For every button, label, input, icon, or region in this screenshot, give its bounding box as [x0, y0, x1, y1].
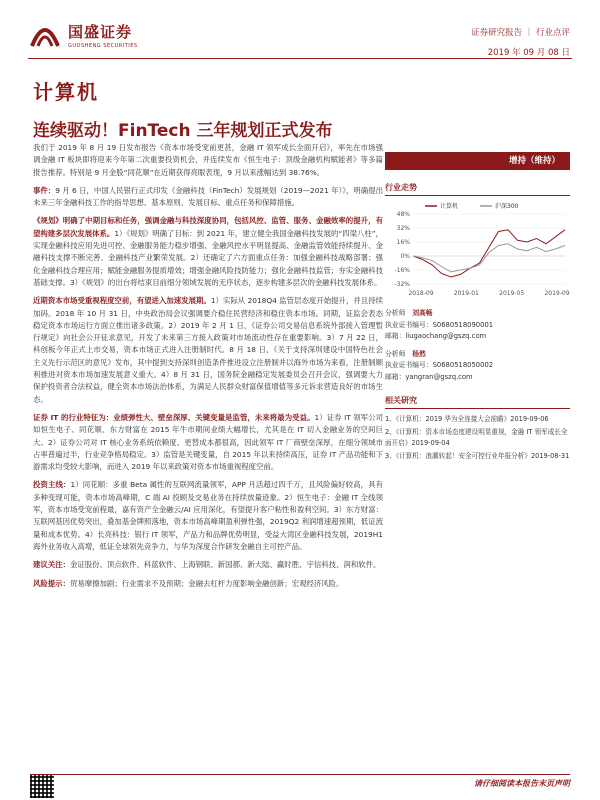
header-divider: [28, 58, 572, 59]
paragraph: 投资主线：1）同花顺：多重 Beta 属性的互联网流量领军，APP 月活超过四千万，且风险偏好较高，具有多种变现可能，资本市场高峰期，C 端 AI 投顾及交易业务在持续放量迹象。2）恒生电子：金融 IT 全线领军，资本市场受宠前程最，嘉有资产全金融云/AI 应用深化，有望提升客户粘性和盈利空间。3）东方财富：互联网基因优势突出，叠加基金牌照落地，资本市场高峰期盈利弹性强，2019Q2 利润增速超预期，低证流量和成本优势。4）长亮科技：银行 IT 领军，产品力和品牌优势明显，受益大湾区金融科技发展，2019H1 海外业务收入高增，低证全球领先竞争力，与华为深度合作研发金融自主可控产品。: [33, 480, 383, 551]
trend-chart-svg: [385, 200, 570, 300]
logo-en: GUOSHENG SECURITIES: [68, 43, 138, 49]
legend-label: 计算机: [440, 203, 459, 210]
y-tick-label: 0%: [400, 253, 410, 260]
y-tick-label: 32%: [396, 225, 410, 232]
footer-disclaimer: 请仔细阅读本报告末页声明: [474, 779, 570, 788]
rating-badge: 增持（维持）: [385, 152, 570, 170]
industry-title: 计算机: [33, 80, 99, 104]
related-item[interactable]: 2、《计算机：资本市场态度建设明显重视，金融 IT 领军成长全面开启》2019-09-04: [385, 428, 568, 447]
sidebar: [385, 142, 570, 464]
x-tick-label: 2019-09: [544, 290, 570, 297]
report-date: 2019 年 09 月 08 日: [487, 48, 570, 58]
paragraph: 近期资本市场受重视程度空前，有望进入加速发展期。1）实际从 2018Q4 监管层态度开始提升，并且持续加码。2018 年 10 月 31 日，中央政治局会议强调要介稳住民营经济和稳住资本市场。同期，证监会表态稳定资本市场运行方面立推出诸多政策。2）2019 年 2 月 1 日，《证券公司交易信息系统外部接入管理暂行规定》向社会公开征求意见，开发了未来第三方接入政策对市场流动性存在重要影响。3）7 月 22 日，科创板今年正式上市交易，资本市场正式进入注册制时代。8 月 18 日，《关于支持深圳建设中国特色社会主义先行示范区的意见》发布，其中提到支持深圳创造条件推进设立注册制并以海外市场为来看，注册制顺利推进对资本市场加速发展意义重大。4）8 月 31 日，国务院金融稳定发展委员会召开会议，强调要大力保护投资者合法权益，健全资本市场法治体系，为满足人民群众财富保值增值等多元诉求营造良好的市场生态。: [33, 296, 383, 404]
footer-divider: [30, 774, 570, 775]
page-footer: [30, 764, 570, 800]
paragraph: 证券 IT 的行业特征为：业绩弹性大、壁垒深厚、关键变量是监管，未来将最为受益。1）证券 IT 领军公司如恒生电子、同花顺、东方财富在 2015 年牛市期间业绩大幅增长，尤其是在 IT 切入金融业务的空间巨大。2）证券公司对 IT 核心业务系统依赖度、更替成本都很高，因此领军 IT 厂商壁垒深厚，在细分领域市占率普遍过半，行业竞争格局稳定。3）监管是关键变量，自 2015 年以来持续高压，证券 IT 产品功能和下游需求均受较大影响，而进入 2019 年以来政策对资本市场重视程度空前。: [33, 412, 384, 472]
report-body: [33, 142, 383, 596]
trend-chart: [385, 200, 570, 300]
logo: [28, 20, 138, 50]
legend-label: 沪深300: [495, 203, 519, 210]
analyst-name: 刘高畅: [412, 309, 433, 317]
trend-title: 行业走势: [385, 182, 570, 196]
related-item[interactable]: 1、《计算机：2019 华为全连接大会前瞻》2019-09-06: [385, 415, 549, 423]
y-tick-label: -16%: [394, 267, 410, 274]
paragraph: 我们于 2019 年 8 月 19 日发布报告《资本市场受宠前更甚，金融 IT 领军成长全面开启》，率先在市场强调金融 IT 板块即将迎来今年第二次重要投资机会，并连续发布《恒生电子：顶级金融机构赋能者》等多篇报告推荐。特别是 9 月金股“同花顺”在近期获得亮眼表现，9 月以来涨幅达到 38.76%。: [33, 143, 383, 177]
analyst-email[interactable]: 邮箱：liugaochang@gszq.com: [385, 332, 487, 340]
related-item[interactable]: 3、《计算机：浪潮转起！安全可控行业年报分析》2019-08-31: [385, 452, 570, 460]
x-tick-label: 2019-01: [453, 290, 479, 297]
y-tick-label: 48%: [396, 211, 410, 218]
logo-cn: 国盛证券: [68, 23, 133, 41]
analyst-block: [385, 308, 570, 383]
analyst-label: 分析师: [385, 349, 406, 358]
page-header: [0, 0, 600, 60]
report-title: 连续驱动！FinTech 三年规划正式发布: [33, 121, 333, 141]
analyst-label: 分析师: [385, 309, 406, 317]
y-tick-label: 16%: [396, 239, 410, 246]
related-title: 相关研究: [385, 395, 570, 409]
paragraph: 《规划》明确了中期目标和任务，强调金融与科技深度协同，包括风控、监管、服务、金融效率的提升，有望构建多层次发展体系。1）《规划》明确了目标：到 2021 年，建立健全我国金融科技发展的“四梁八柱”，实现金融科技应用先进可控、金融服务能力稳步增强、金融风控水平明显提高、金融监管效能持续提升、金融科技支撑不断完善、金融科技产业繁荣发展。2）还确定了六方面重点任务：加强金融科技战略部署；强化金融科技合理应用；赋能金融服务提质增效；增强金融风险技防能力；强化金融科技监管；夯实金融科技基础支撑。3）《规划》的出台将结束目前细分领域发展的无序状态，逐步构建多层次的金融科技发展体系。: [33, 216, 383, 287]
paragraph: 风险提示：贸易摩擦加剧；行业需求不及预期；金融去杠杆力度影响金融创新；宏观经济风险。: [33, 578, 344, 588]
analyst-name: 杨然: [412, 349, 426, 358]
paragraph: 建议关注：金证股份、顶点软件、科蓝软件、上海钢联、新国都、新大陆、赢时胜、宇信科技、润和软件。: [33, 560, 381, 570]
analyst-email[interactable]: 邮箱：yangran@gszq.com: [385, 372, 473, 381]
y-tick-label: -32%: [394, 281, 410, 288]
report-type: 证券研究报告 ｜ 行业点评: [471, 28, 570, 38]
qr-code-icon: [30, 774, 54, 798]
logo-icon: [28, 20, 62, 50]
analyst-cert: 执业证书编号：S0680518090001: [385, 320, 494, 329]
analyst-cert: 执业证书编号：S0680518050002: [385, 361, 494, 369]
x-tick-label: 2019-05: [499, 290, 525, 297]
x-tick-label: 2018-09: [408, 290, 434, 297]
paragraph: 事件：9 月 6 日，中国人民银行正式印发《金融科技（FinTech）发展规划（2019—2021 年）》，明确提出未来三年金融科技工作的指导思想、基本原则、发展目标、重点任务和保障措施。: [33, 185, 383, 208]
related-list: [385, 414, 570, 462]
